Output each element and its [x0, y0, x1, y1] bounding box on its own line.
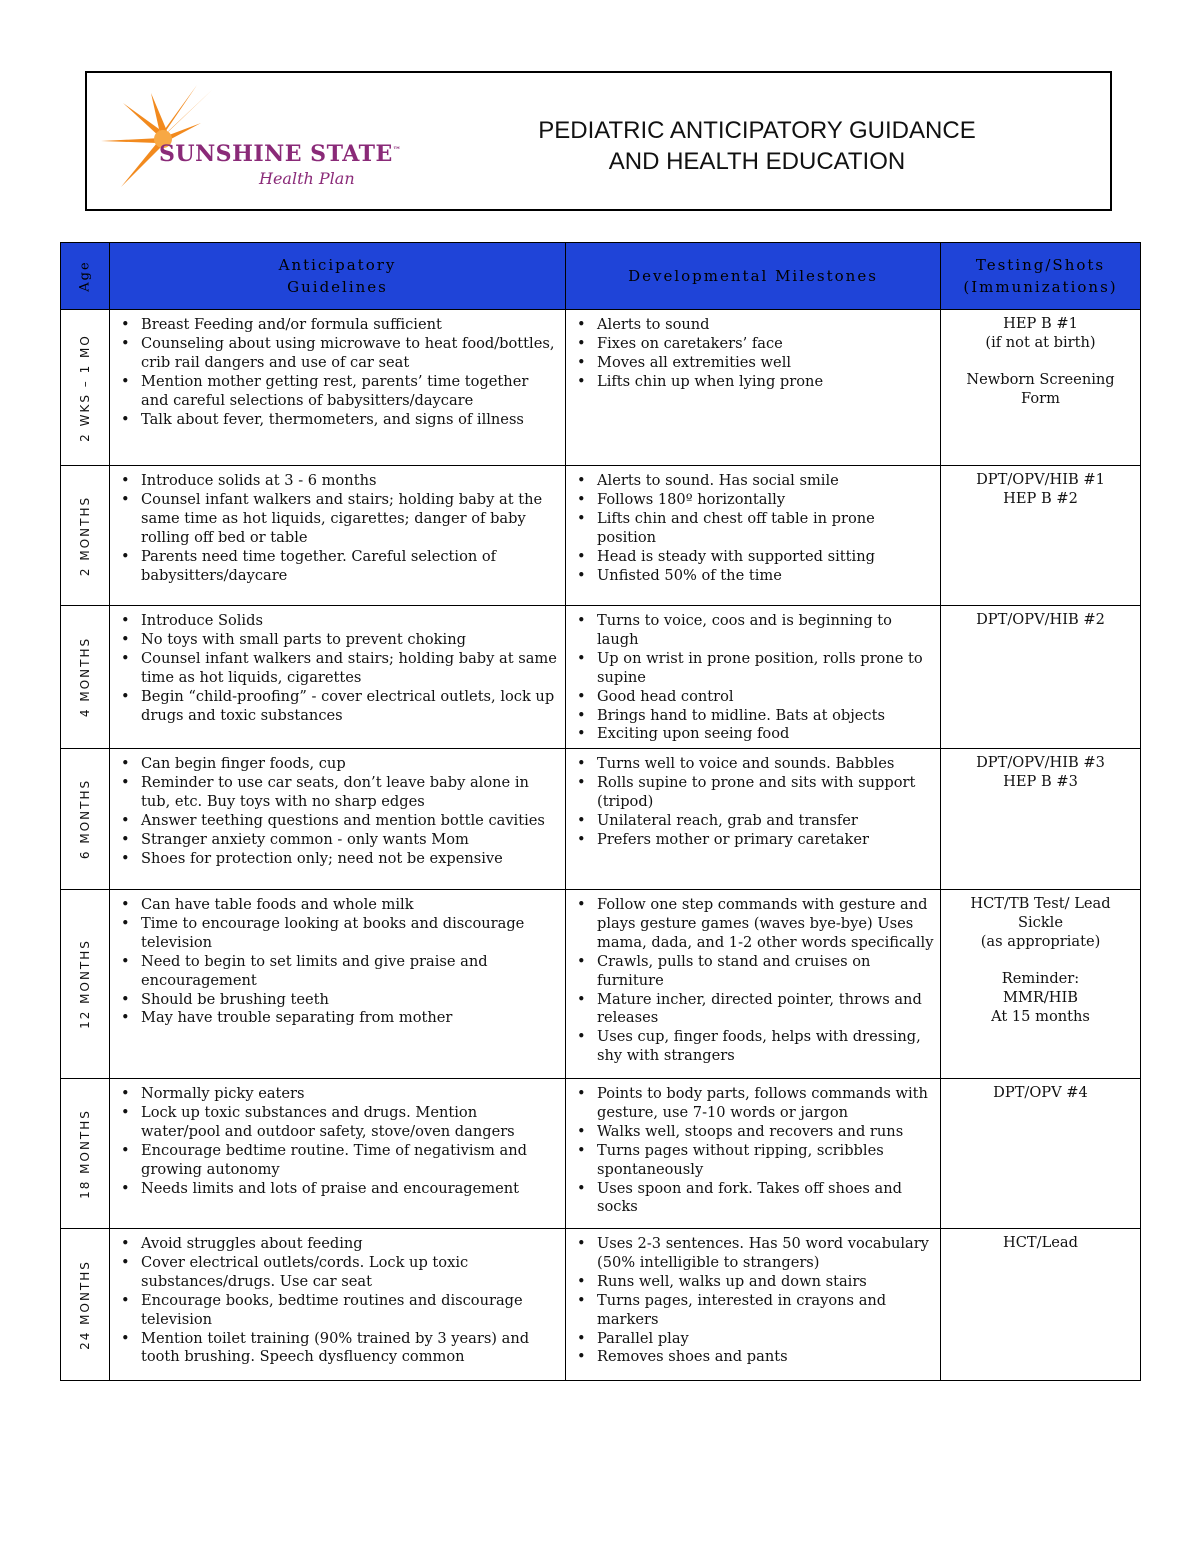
age-label: 24 MONTHS: [78, 1259, 92, 1350]
milestones-list: [567, 891, 939, 1066]
list-item: • Reminder to use car seats, don’t leave baby alone in tub, etc. Buy toys with no sharp edges: [141, 774, 560, 812]
list-item: • Lock up toxic substances and drugs. Mention water/pool and outdoor safety, stove/oven dangers: [141, 1104, 560, 1142]
list-item: • Walks well, stoops and recovers and runs: [597, 1123, 935, 1142]
list-item: • Need to begin to set limits and give praise and encouragement: [141, 953, 560, 991]
document-title: [467, 115, 1047, 177]
shots-cell: [941, 890, 1141, 1079]
guidelines-list: [111, 1230, 564, 1367]
list-item: • Cover electrical outlets/cords. Lock up toxic substances/drugs. Use car seat: [141, 1254, 560, 1292]
age-cell: [61, 310, 110, 466]
list-item: • Exciting upon seeing food: [597, 725, 935, 744]
title-line-1: PEDIATRIC ANTICIPATORY GUIDANCE: [538, 117, 976, 144]
age-label: 12 MONTHS: [78, 939, 92, 1029]
shot-entry: HEP B #1 (if not at birth): [985, 315, 1096, 351]
shot-entry: HCT/Lead: [1003, 1234, 1078, 1251]
sunshine-state-logo: [101, 83, 402, 193]
list-item: • Encourage bedtime routine. Time of negativism and growing autonomy: [141, 1142, 560, 1180]
list-item: • Turns pages, interested in crayons and markers: [597, 1292, 935, 1330]
shots-cell: [941, 1079, 1141, 1229]
logo-tagline: Health Plan: [259, 169, 355, 188]
milestones-list: [567, 1080, 939, 1217]
age-label: 4 MONTHS: [78, 636, 92, 718]
shot-entry: DPT/OPV/HIB #2: [976, 611, 1105, 628]
milestones-cell: [566, 1229, 941, 1381]
list-item: • Can begin finger foods, cup: [141, 755, 560, 774]
list-item: • Introduce Solids: [141, 612, 560, 631]
list-item: • No toys with small parts to prevent choking: [141, 631, 560, 650]
list-item: • Should be brushing teeth: [141, 991, 560, 1010]
list-item: • Runs well, walks up and down stairs: [597, 1273, 935, 1292]
milestones-cell: [566, 1079, 941, 1229]
guidelines-cell: [110, 466, 566, 606]
guidelines-list: [111, 607, 564, 725]
guidance-table: [60, 242, 1141, 1381]
list-item: • Turns pages without ripping, scribbles spontaneously: [597, 1142, 935, 1180]
list-item: • Follow one step commands with gesture and plays gesture games (waves bye-bye) Uses mama, dada, and 1-2 other words specifically: [597, 896, 935, 953]
list-item: • Fixes on caretakers’ face: [597, 335, 935, 354]
list-item: • Uses 2-3 sentences. Has 50 word vocabulary (50% intelligible to strangers): [597, 1235, 935, 1273]
table-header-row: [61, 243, 1141, 310]
age-cell: [61, 606, 110, 749]
age-cell: [61, 1229, 110, 1381]
list-item: • Can have table foods and whole milk: [141, 896, 560, 915]
list-item: • Lifts chin and chest off table in prone position: [597, 510, 935, 548]
list-item: • Removes shoes and pants: [597, 1348, 935, 1367]
list-item: • Follows 180º horizontally: [597, 491, 935, 510]
milestones-cell: [566, 466, 941, 606]
table-row: [61, 1229, 1141, 1381]
age-label: 6 MONTHS: [78, 778, 92, 860]
shot-entry: Newborn Screening Form: [966, 370, 1115, 407]
list-item: • Uses spoon and fork. Takes off shoes and socks: [597, 1180, 935, 1218]
guidelines-cell: [110, 749, 566, 890]
shots-cell: [941, 606, 1141, 749]
list-item: • Alerts to sound: [597, 316, 935, 335]
shot-entry: DPT/OPV/HIB #3 HEP B #3: [976, 754, 1105, 790]
list-item: • Turns well to voice and sounds. Babbles: [597, 755, 935, 774]
milestones-list: [567, 607, 939, 744]
milestones-list: [567, 467, 939, 585]
shot-entry: Reminder: MMR/HIB At 15 months: [991, 969, 1090, 1025]
age-cell: [61, 890, 110, 1079]
age-cell: [61, 749, 110, 890]
milestones-cell: [566, 606, 941, 749]
table-row: [61, 310, 1141, 466]
list-item: • Talk about fever, thermometers, and signs of illness: [141, 411, 560, 430]
shot-entry: DPT/OPV #4: [993, 1084, 1088, 1101]
list-item: • Time to encourage looking at books and discourage television: [141, 915, 560, 953]
list-item: • Rolls supine to prone and sits with support (tripod): [597, 774, 935, 812]
title-line-2: AND HEALTH EDUCATION: [608, 148, 906, 175]
table-row: [61, 890, 1141, 1079]
table-row: [61, 466, 1141, 606]
list-item: • Prefers mother or primary caretaker: [597, 831, 935, 850]
age-column-header: Age: [61, 243, 110, 310]
milestones-list: [567, 311, 939, 392]
age-label: 2 MONTHS: [78, 495, 92, 576]
spacer: [945, 952, 1136, 970]
list-item: • Mention mother getting rest, parents’ time together and careful selections of babysitters/daycare: [141, 373, 560, 411]
list-item: • Moves all extremities well: [597, 354, 935, 373]
list-item: • Encourage books, bedtime routines and discourage television: [141, 1292, 560, 1330]
guidelines-list: [111, 311, 564, 429]
guidelines-cell: [110, 890, 566, 1079]
shots-cell: [941, 466, 1141, 606]
header-box: [85, 71, 1112, 211]
list-item: • Up on wrist in prone position, rolls prone to supine: [597, 650, 935, 688]
guidelines-cell: [110, 310, 566, 466]
list-item: • Stranger anxiety common - only wants Mom: [141, 831, 560, 850]
list-item: • Alerts to sound. Has social smile: [597, 472, 935, 491]
logo-name: SUNSHINE STATE™: [159, 141, 402, 167]
list-item: • Needs limits and lots of praise and encouragement: [141, 1180, 560, 1199]
age-cell: [61, 1079, 110, 1229]
milestones-cell: [566, 890, 941, 1079]
guidelines-list: [111, 467, 564, 585]
list-item: • May have trouble separating from mother: [141, 1009, 560, 1028]
list-item: • Crawls, pulls to stand and cruises on furniture: [597, 953, 935, 991]
list-item: • Counseling about using microwave to heat food/bottles, crib rail dangers and use of car seat: [141, 335, 560, 373]
age-label: 2 WKS – 1 MO: [78, 333, 92, 442]
list-item: • Counsel infant walkers and stairs; holding baby at same time as hot liquids, cigarettes: [141, 650, 560, 688]
list-item: • Avoid struggles about feeding: [141, 1235, 560, 1254]
age-cell: [61, 466, 110, 606]
shot-entry: DPT/OPV/HIB #1 HEP B #2: [976, 471, 1105, 507]
shots-cell: [941, 1229, 1141, 1381]
shots-column-header: Testing/Shots (Immunizations): [941, 243, 1141, 310]
list-item: • Mature incher, directed pointer, throws and releases: [597, 991, 935, 1029]
list-item: • Unilateral reach, grab and transfer: [597, 812, 935, 831]
age-label: 18 MONTHS: [78, 1108, 92, 1199]
list-item: • Counsel infant walkers and stairs; holding baby at the same time as hot liquids, cigarettes; danger of baby rolling off bed or table: [141, 491, 560, 548]
list-item: • Begin “child-proofing” - cover electrical outlets, lock up drugs and toxic substances: [141, 688, 560, 726]
list-item: • Normally picky eaters: [141, 1085, 560, 1104]
list-item: • Lifts chin up when lying prone: [597, 373, 935, 392]
spacer: [945, 353, 1136, 371]
list-item: • Unfisted 50% of the time: [597, 567, 935, 586]
guidelines-cell: [110, 1079, 566, 1229]
table-row: [61, 749, 1141, 890]
shot-entry: HCT/TB Test/ Lead Sickle (as appropriate): [970, 895, 1111, 950]
list-item: • Head is steady with supported sitting: [597, 548, 935, 567]
list-item: • Points to body parts, follows commands with gesture, use 7-10 words or jargon: [597, 1085, 935, 1123]
guidelines-cell: [110, 606, 566, 749]
list-item: • Turns to voice, coos and is beginning to laugh: [597, 612, 935, 650]
milestones-list: [567, 750, 939, 850]
list-item: • Mention toilet training (90% trained by 3 years) and tooth brushing. Speech dysfluency common: [141, 1330, 560, 1368]
milestones-cell: [566, 310, 941, 466]
list-item: • Parents need time together. Careful selection of babysitters/daycare: [141, 548, 560, 586]
list-item: • Breast Feeding and/or formula sufficient: [141, 316, 560, 335]
list-item: • Uses cup, finger foods, helps with dressing, shy with strangers: [597, 1028, 935, 1066]
table-row: [61, 1079, 1141, 1229]
list-item: • Brings hand to midline. Bats at objects: [597, 707, 935, 726]
list-item: • Parallel play: [597, 1330, 935, 1349]
shots-cell: [941, 749, 1141, 890]
shots-cell: [941, 310, 1141, 466]
guidelines-list: [111, 891, 564, 1028]
milestones-column-header: Developmental Milestones: [566, 243, 941, 310]
guidelines-cell: [110, 1229, 566, 1381]
milestones-list: [567, 1230, 939, 1367]
list-item: • Answer teething questions and mention bottle cavities: [141, 812, 560, 831]
list-item: • Introduce solids at 3 - 6 months: [141, 472, 560, 491]
list-item: • Good head control: [597, 688, 935, 707]
milestones-cell: [566, 749, 941, 890]
list-item: • Shoes for protection only; need not be expensive: [141, 850, 560, 869]
guidelines-column-header: Anticipatory Guidelines: [110, 243, 566, 310]
guidelines-list: [111, 1080, 564, 1198]
table-row: [61, 606, 1141, 749]
guidelines-list: [111, 750, 564, 868]
